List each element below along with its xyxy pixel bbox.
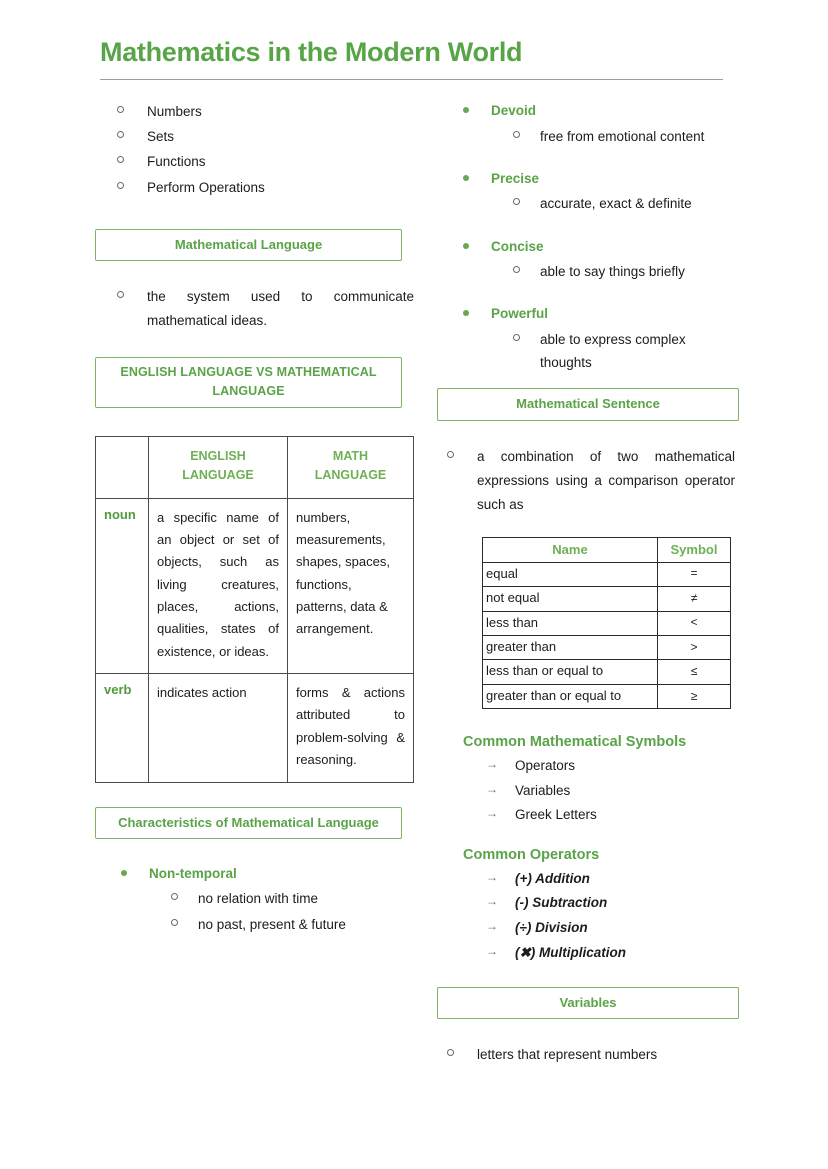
operator-item [437,868,740,890]
table-row [483,611,731,635]
section-header-mathematical-sentence: Mathematical Sentence [437,388,739,420]
symbol-glyph: > [658,636,731,660]
row-label-verb: verb [96,674,149,782]
characteristic-group-powerful [437,303,740,374]
characteristic-detail-text: able to say things briefly [540,264,685,280]
symbol-name: not equal [483,587,658,611]
title-divider [100,79,723,80]
characteristic-title: Powerful [491,306,549,322]
column-header-name: Name [483,537,658,562]
characteristic-title: Precise [491,170,540,186]
characteristic-title-row [95,863,415,885]
characteristic-point-text: no relation with time [198,891,319,907]
table-row [483,684,731,708]
table-header-row [483,537,731,562]
characteristic-detail-text: accurate, exact & definite [540,196,692,212]
characteristic-detail-text: able to express complex thoughts [540,332,686,371]
heading-common-operators: Common Operators [463,847,600,863]
topics-list [95,100,415,199]
hollow-bullet-icon [513,131,520,138]
solid-bullet-icon [463,107,469,113]
variables-definition [437,1043,740,1067]
characteristic-title-row [437,236,740,258]
characteristic-point [95,887,415,910]
hollow-bullet-icon [513,266,520,273]
list-item [95,100,415,123]
characteristic-group-devoid [437,100,740,148]
section-header-characteristics: Characteristics of Mathematical Language [95,807,402,839]
table-row [483,587,731,611]
characteristic-detail [437,260,740,283]
list-item-label: Functions [147,154,206,170]
cell-verb-math: forms & actions attributed to problem-solving & reasoning. [288,674,414,782]
symbol-glyph: < [658,611,731,635]
title-block [100,36,728,80]
list-item-label: Numbers [147,104,202,119]
hollow-bullet-icon [513,198,520,205]
column-header-blank [96,436,149,498]
symbol-glyph: ≠ [658,587,731,611]
solid-bullet-icon [463,175,469,181]
hollow-bullet-icon [117,182,124,189]
operator-item [437,917,740,939]
operator-label: (+) Addition [515,870,590,886]
characteristic-title-row [437,303,740,325]
symbol-name: equal [483,562,658,586]
hollow-bullet-icon [513,334,520,341]
operator-item [437,942,740,964]
arrow-right-icon: → [486,806,498,821]
mathematical-sentence-definition [437,445,740,517]
table-row [483,562,731,586]
operator-label: (✖) Multiplication [515,944,627,960]
characteristic-group-precise [437,168,740,216]
symbol-glyph: ≤ [658,660,731,684]
definition-text: the system used to communicate mathematical ideas. [147,289,414,329]
solid-bullet-icon [121,870,127,876]
arrow-right-icon: → [486,943,498,958]
column-header-math: MATH LANGUAGE [288,436,414,498]
arrow-right-icon: → [486,919,498,934]
solid-bullet-icon [463,243,469,249]
arrow-right-icon: → [486,869,498,884]
characteristic-detail [437,125,740,148]
hollow-bullet-icon [117,131,124,138]
symbol-name: greater than or equal to [483,684,658,708]
right-column [437,100,740,1067]
row-label-noun: noun [96,498,149,674]
list-item [95,176,415,199]
hollow-bullet-icon [117,156,124,163]
symbol-name: less than or equal to [483,660,658,684]
symbols-table [482,537,731,710]
characteristic-point-text: no past, present & future [198,917,346,933]
list-item [95,150,415,173]
arrow-right-icon: → [486,894,498,909]
arrow-right-icon: → [486,757,498,772]
table-header-row [96,436,414,498]
characteristic-title-row [437,100,740,122]
math-language-definition [95,285,415,333]
left-column [95,100,415,957]
symbol-name: less than [483,611,658,635]
characteristic-title: Concise [491,238,544,254]
list-item-label: Perform Operations [147,179,265,195]
characteristic-title-row [437,168,740,190]
solid-bullet-icon [463,310,469,316]
operator-label: (÷) Division [515,920,588,936]
hollow-bullet-icon [447,451,454,458]
symbol-category [437,755,740,777]
hollow-bullet-icon [171,919,178,926]
characteristic-title: Non-temporal [149,865,237,881]
section-header-mathematical-language: Mathematical Language [95,229,402,261]
characteristic-detail [437,328,740,374]
characteristic-detail-text: free from emotional content [540,128,705,144]
column-header-english: ENGLISH LANGUAGE [149,436,288,498]
operator-item [437,892,740,914]
comparison-table [95,436,414,783]
symbol-category-label: Greek Letters [515,807,597,823]
section-header-variables: Variables [437,987,739,1019]
symbol-category-label: Variables [515,782,571,798]
symbol-name: greater than [483,636,658,660]
cell-noun-math: numbers, measurements, shapes, spaces, functions, patterns, data & arrangement. [288,498,414,674]
cell-verb-english: indicates action [149,674,288,782]
symbol-glyph: ≥ [658,684,731,708]
hollow-bullet-icon [171,893,178,900]
hollow-bullet-icon [447,1049,454,1056]
table-row [483,636,731,660]
list-item [95,125,415,148]
cell-noun-english: a specific name of an object or set of objects, such as living creatures, places, actions, qualities, states of existence, or ideas. [149,498,288,674]
section-header-english-vs-math: ENGLISH LANGUAGE VS MATHEMATICAL LANGUAGE [95,357,402,408]
operator-label: (-) Subtraction [515,895,608,911]
characteristic-group-concise [437,236,740,284]
list-item-label: Sets [147,129,175,145]
characteristic-detail [437,192,740,215]
heading-common-mathematical-symbols: Common Mathematical Symbols [463,734,687,751]
symbol-category [437,804,740,826]
definition-text: letters that represent numbers [477,1047,658,1063]
characteristic-group-non-temporal [95,863,415,937]
definition-text: a combination of two mathematical expressions using a comparison operator such as [477,448,735,512]
symbol-glyph: = [658,562,731,586]
hollow-bullet-icon [117,291,124,298]
table-row [96,498,414,674]
arrow-right-icon: → [486,781,498,796]
page-title: Mathematics in the Modern World [100,37,523,67]
symbol-category [437,780,740,802]
column-header-symbol: Symbol [658,537,731,562]
characteristic-point [95,913,415,936]
symbol-category-label: Operators [515,758,576,774]
table-row [96,674,414,782]
table-row [483,660,731,684]
characteristic-title: Devoid [491,103,537,118]
hollow-bullet-icon [117,106,124,113]
